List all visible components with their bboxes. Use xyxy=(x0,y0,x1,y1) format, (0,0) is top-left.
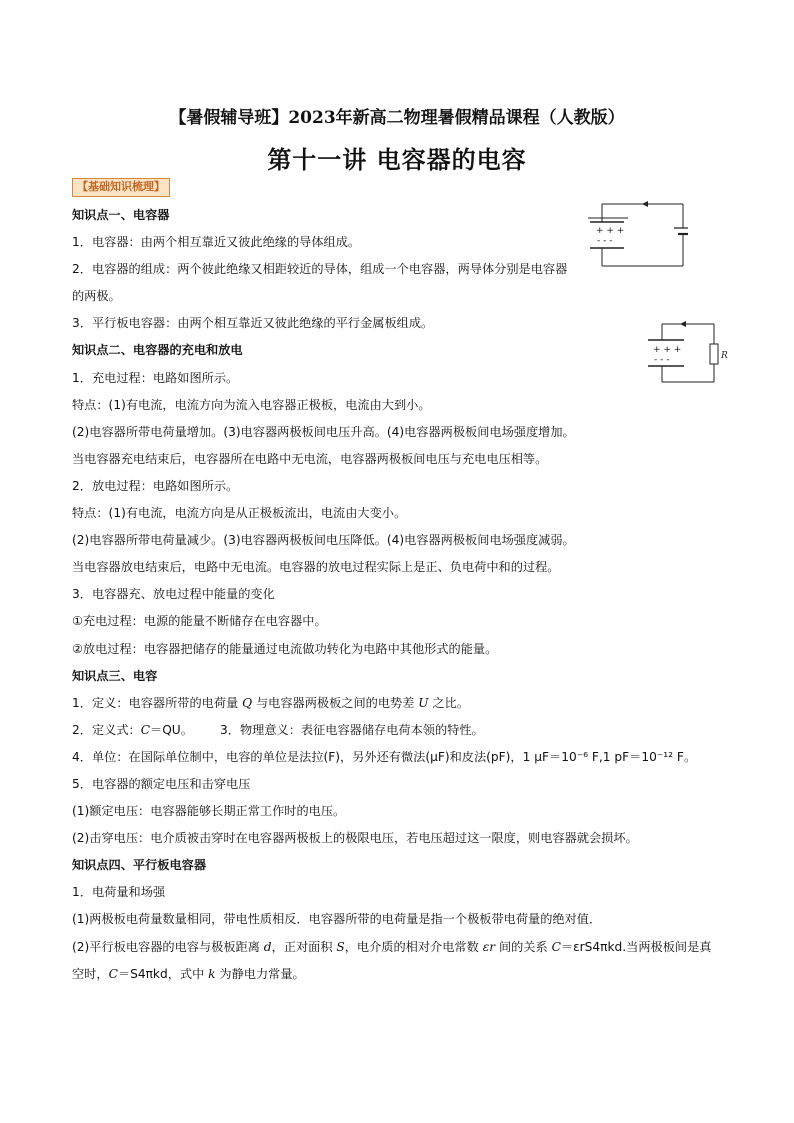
document-body xyxy=(72,202,722,988)
kp2-line-9: 3．电容器充、放电过程中能量的变化 xyxy=(72,587,275,602)
kp3-l2-b: ＝QU。 xyxy=(150,722,193,737)
kp4-l3-h: 为静电力常量。 xyxy=(219,966,305,981)
kp4-l3-g: ＝S4πkd，式中 xyxy=(117,966,205,981)
kp3-line-6: (2)击穿电压：电介质被击穿时在电容器两极板上的极限电压，若电压超过这一限度，则电容器就会损坏。 xyxy=(72,831,638,846)
kp1-line-1: 1．电容器：由两个相互靠近又彼此绝缘的导体组成。 xyxy=(72,235,361,250)
kp4-line-1: 1．电荷量和场强 xyxy=(72,885,166,900)
kp4-heading: 知识点四、平行板电容器 xyxy=(72,858,207,873)
charging-minus-signs: - - - xyxy=(597,236,613,246)
kp4-l3-eps: εr xyxy=(482,939,496,954)
kp3-heading: 知识点三、电容 xyxy=(72,668,158,683)
kp4-l3-b: ，正对面积 xyxy=(271,939,333,954)
kp3-l1-q: Q xyxy=(242,695,253,710)
kp4-l3-C: C xyxy=(551,939,561,954)
kp4-line-2: (1)两极板电荷量数量相同，带电性质相反．电容器所带的电荷量是指一个极板带电荷量的绝对值． xyxy=(72,912,602,927)
charging-plus-signs: + + + xyxy=(596,226,625,236)
kp4-l3-C2: C xyxy=(108,966,118,981)
kp2-line-2: 特点：(1)有电流，电流方向为流入电容器正极板，电流由大到小。 xyxy=(72,397,431,412)
kp4-line-3 xyxy=(72,934,722,988)
kp4-l3-s: S xyxy=(336,939,345,954)
kp4-l3-k: k xyxy=(208,966,216,981)
kp3-line-4: 5．电容器的额定电压和击穿电压 xyxy=(72,776,251,791)
kp4-l3-f: ＝εrS4πkd.当两极板间是真空时， xyxy=(72,939,712,981)
kp1-line-2: 2．电容器的组成：两个彼此绝缘又相距较近的导体，组成一个电容器，两导体分别是电容器的两极。 xyxy=(72,262,568,304)
kp3-l2-d: 3．物理意义：表征电容器储存电荷本领的特性。 xyxy=(220,722,484,737)
kp3-l1-c: 之比。 xyxy=(432,695,469,710)
resistor-label: R xyxy=(721,351,728,361)
kp4-l3-d: d xyxy=(263,939,272,954)
kp4-l3-a: (2)平行板电容器的电容与极板距离 xyxy=(72,939,260,954)
kp4-l3-e: 间的关系 xyxy=(498,939,548,954)
kp1-line-3: 3．平行板电容器：由两个相互靠近又彼此绝缘的平行金属板组成。 xyxy=(72,316,434,331)
kp3-line-1 xyxy=(72,690,722,717)
kp2-line-6: 特点：(1)有电流，电流方向是从正极板流出，电流由大变小。 xyxy=(72,506,407,521)
lecture-title: 第十一讲 电容器的电容 xyxy=(267,146,527,174)
series-title: 【暑假辅导班】2023年新高二物理暑假精品课程（人教版） xyxy=(169,108,625,128)
kp2-line-5: 2．放电过程：电路如图所示。 xyxy=(72,478,239,493)
kp2-line-10: ①充电过程：电源的能量不断储存在电容器中。 xyxy=(72,614,327,629)
kp2-heading: 知识点二、电容器的充电和放电 xyxy=(72,343,243,358)
kp2-line-11: ②放电过程：电容器把储存的能量通过电流做功转化为电路中其他形式的能量。 xyxy=(72,641,498,656)
kp2-line-3: (2)电容器所带电荷量增加。(3)电容器两极板间电压升高。(4)电容器两极板间电场强度增加。 xyxy=(72,424,575,439)
kp4-l3-c: ，电介质的相对介电常数 xyxy=(344,939,479,954)
discharging-minus-signs: - - - xyxy=(654,355,670,365)
discharging-plus-signs: + + + xyxy=(653,345,682,355)
kp2-line-7: (2)电容器所带电荷量减少。(3)电容器两极板间电压降低。(4)电容器两极板间电场强度减弱。 xyxy=(72,533,575,548)
kp3-l1-b: 与电容器两极板之间的电势差 xyxy=(255,695,415,710)
kp3-line-2 xyxy=(72,717,722,744)
kp3-l2-a: 2．定义式： xyxy=(72,722,141,737)
kp3-l1-u: U xyxy=(418,695,429,710)
section-tag: 【基础知识梳理】 xyxy=(72,178,170,197)
kp1-heading: 知识点一、电容器 xyxy=(72,208,170,222)
kp3-line-3: 4．单位：在国际单位制中，电容的单位是法拉(F)，另外还有微法(μF)和皮法(pF)，1 μF＝10⁻⁶ F,1 pF＝10⁻¹² F。 xyxy=(72,749,697,764)
kp2-line-8: 当电容器放电结束后，电路中无电流。电容器的放电过程实际上是正、负电荷中和的过程。 xyxy=(72,560,560,575)
kp3-line-5: (1)额定电压：电容器能够长期正常工作时的电压。 xyxy=(72,804,346,819)
kp2-line-4: 当电容器充电结束后，电容器所在电路中无电流，电容器两极板间电压与充电电压相等。 xyxy=(72,451,548,466)
kp2-line-1: 1．充电过程：电路如图所示。 xyxy=(72,370,239,385)
kp3-l2-c: C xyxy=(140,722,151,737)
kp3-l1-a: 1．定义：电容器所带的电荷量 xyxy=(72,695,239,710)
